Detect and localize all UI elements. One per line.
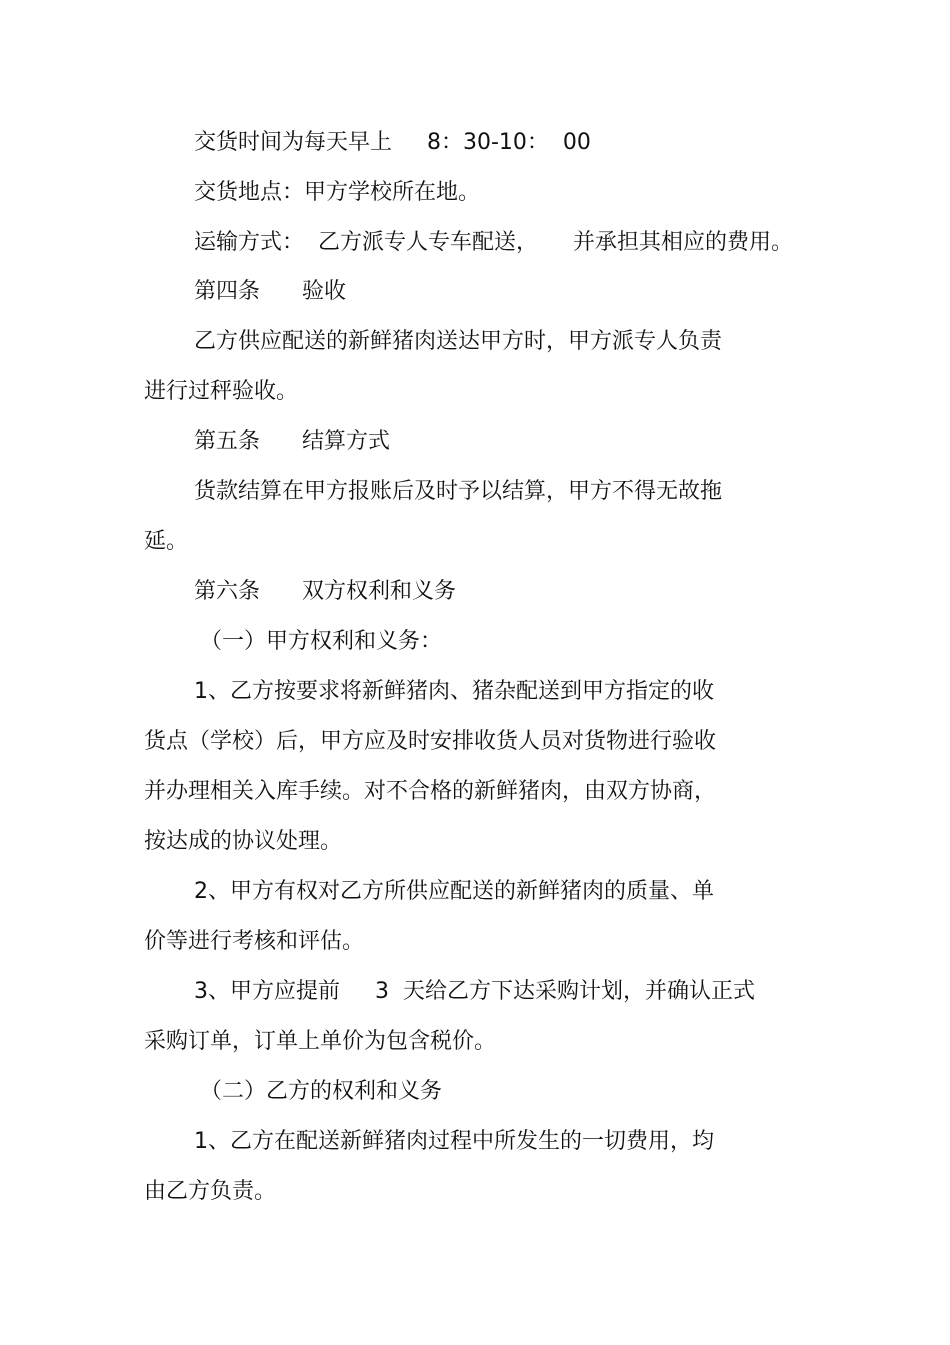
- text-line: 2、甲方有权对乙方所供应配送的新鲜猪肉的质量、单: [194, 879, 714, 904]
- subsection-heading: （一）甲方权利和义务：: [200, 629, 443, 654]
- text-line: 乙方供应配送的新鲜猪肉送达甲方时，甲方派专人负责: [194, 329, 723, 354]
- section-heading: 第五条 结算方式: [194, 429, 390, 454]
- text-line: 进行过秤验收。: [144, 379, 299, 404]
- subsection-heading: （二）乙方的权利和义务: [200, 1079, 443, 1104]
- section-heading: 第四条 验收: [194, 279, 346, 304]
- text-line: 采购订单，订单上单价为包含税价。: [144, 1029, 497, 1054]
- text-line: 1、乙方在配送新鲜猪肉过程中所发生的一切费用，均: [194, 1129, 714, 1154]
- text-line: 货款结算在甲方报账后及时予以结算，甲方不得无故拖: [194, 479, 723, 504]
- text-line: 3、甲方应提前 3 天给乙方下达采购计划，并确认正式: [194, 979, 755, 1004]
- text-line: 1、乙方按要求将新鲜猪肉、猪杂配送到甲方指定的收: [194, 679, 714, 704]
- text-line: 交货地点：甲方学校所在地。: [194, 180, 481, 205]
- text-line: 并办理相关入库手续。对不合格的新鲜猪肉，由双方协商，: [144, 779, 717, 804]
- text-line: 货点（学校）后，甲方应及时安排收货人员对货物进行验收: [144, 729, 717, 754]
- text-line: 运输方式： 乙方派专人专车配送， 并承担其相应的费用。: [194, 230, 793, 255]
- text-line: 由乙方负责。: [144, 1179, 277, 1204]
- text-line: 按达成的协议处理。: [144, 829, 343, 854]
- section-heading: 第六条 双方权利和义务: [194, 579, 456, 604]
- text-line: 延。: [144, 529, 189, 554]
- text-line: 价等进行考核和评估。: [144, 929, 365, 954]
- text-line: 交货时间为每天早上 8：30-10： 00: [194, 130, 591, 155]
